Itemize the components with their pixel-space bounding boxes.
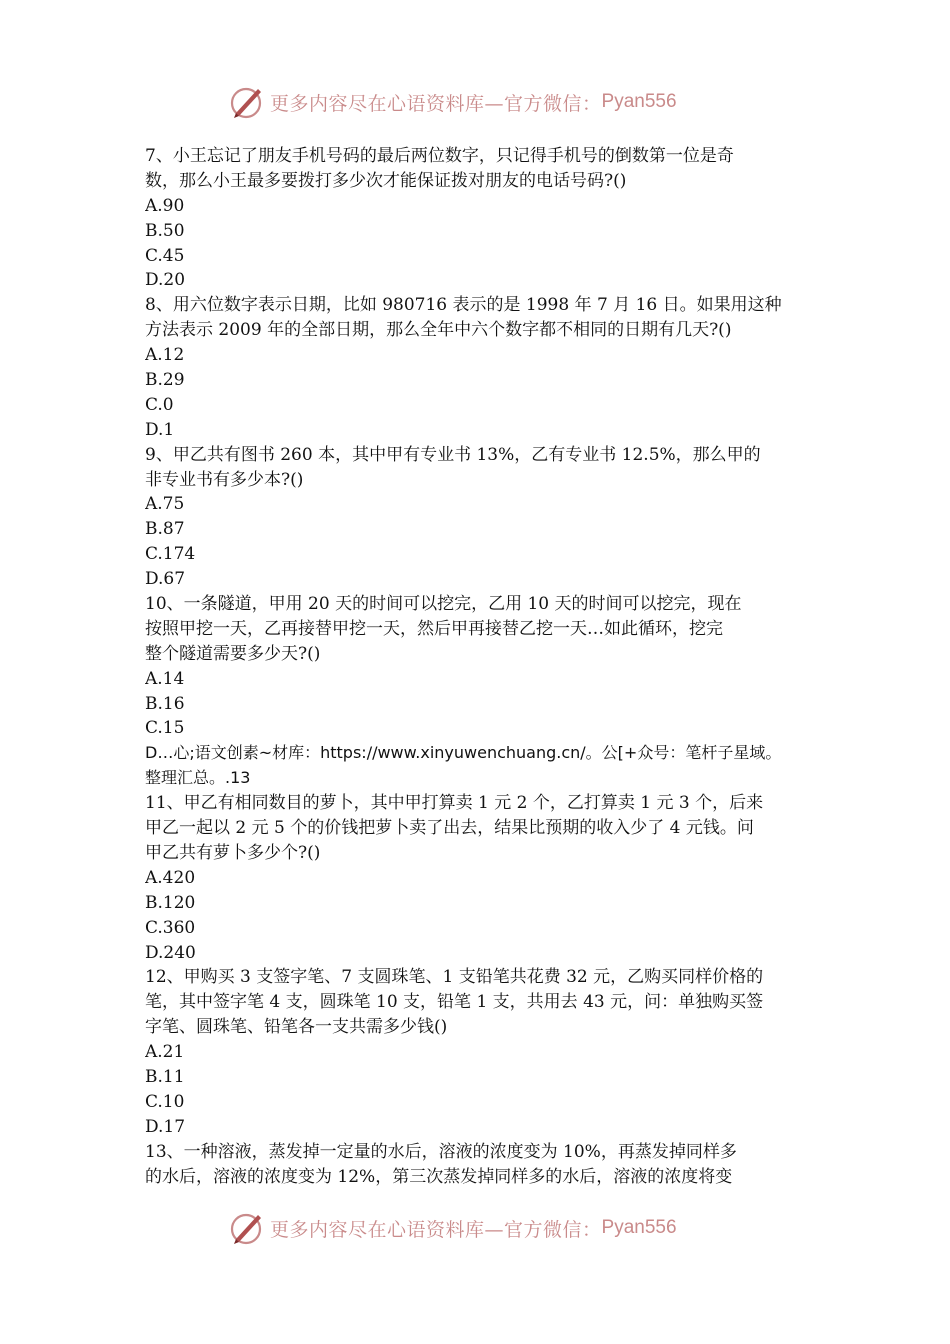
- text-line: 字笔、圆珠笔、铅笔各一支共需多少钱(): [145, 1017, 448, 1038]
- text-line: 整理汇总。.13: [145, 768, 251, 788]
- text-line: 甲乙一起以 2 元 5 个的价钱把萝卜卖了出去，结果比预期的收入少了 4 元钱。问: [145, 818, 754, 839]
- document-body: [145, 144, 810, 1189]
- header-banner-text: 更多内容尽在心语资料库—官方微信：: [270, 92, 602, 115]
- text-line: B.11: [145, 1066, 185, 1087]
- footer-banner: [228, 1208, 718, 1248]
- text-line: D.20: [145, 270, 186, 291]
- text-line: 的水后，溶液的浓度变为 12%，第三次蒸发掉同样多的水后，溶液的浓度将变: [145, 1166, 733, 1187]
- text-line: 整个隧道需要多少天?(): [145, 643, 321, 664]
- text-line: 13、一种溶液，蒸发掉一定量的水后，溶液的浓度变为 10%，再蒸发掉同样多: [145, 1141, 737, 1162]
- text-line: 非专业书有多少本?(): [145, 469, 304, 490]
- header-banner: [228, 82, 718, 122]
- text-line: D.240: [145, 942, 196, 963]
- text-line: D.67: [145, 569, 186, 590]
- header-wechat-id: Pyan556: [601, 91, 677, 112]
- text-line: 8、用六位数字表示日期，比如 980716 表示的是 1998 年 7 月 16 日。如果用这种: [145, 295, 782, 316]
- text-line: 7、小王忘记了朋友手机号码的最后两位数字，只记得手机号的倒数第一位是奇: [145, 146, 734, 166]
- text-line: 10、一条隧道，甲用 20 天的时间可以挖完，乙用 10 天的时间可以挖完，现在: [145, 594, 742, 615]
- text-line: 数，那么小王最多要拨打多少次才能保证拨对朋友的电话号码?(): [145, 170, 627, 191]
- text-line: C.360: [145, 917, 196, 938]
- text-line: D.1: [145, 419, 175, 440]
- text-line: D…心;语文创素~材库：https://www.xinyuwenchuang.cn/。公[+众号：笔杆子星域。: [145, 743, 782, 763]
- text-line: A.12: [145, 345, 185, 366]
- text-line: A.420: [145, 867, 196, 888]
- text-line: 12、甲购买 3 支签字笔、7 支圆珠笔、1 支铅笔共花费 32 元，乙购买同样价格的: [145, 967, 764, 988]
- text-line: B.50: [145, 220, 185, 241]
- text-line: 按照甲挖一天，乙再接替甲挖一天，然后甲再接替乙挖一天…如此循环，挖完: [145, 618, 723, 639]
- text-line: B.29: [145, 370, 185, 391]
- text-line: B.16: [145, 693, 185, 714]
- text-line: 方法表示 2009 年的全部日期，那么全年中六个数字都不相同的日期有几天?(): [145, 320, 732, 341]
- pen-logo-icon: [228, 83, 266, 121]
- text-line: 笔，其中签字笔 4 支，圆珠笔 10 支，铅笔 1 支，共用去 43 元，问：单独购买签: [145, 992, 764, 1013]
- pen-logo-icon: [228, 1209, 266, 1247]
- text-line: A.75: [145, 494, 185, 515]
- text-line: C.10: [145, 1091, 185, 1112]
- text-line: B.87: [145, 519, 185, 540]
- text-line: B.120: [145, 892, 196, 913]
- text-line: 甲乙共有萝卜多少个?(): [145, 842, 321, 863]
- footer-banner-text: 更多内容尽在心语资料库—官方微信：: [270, 1218, 602, 1241]
- text-line: C.0: [145, 394, 174, 415]
- text-line: D.17: [145, 1116, 186, 1137]
- text-line: A.21: [145, 1042, 185, 1063]
- text-line: A.14: [145, 668, 185, 689]
- text-line: 11、甲乙有相同数目的萝卜，其中甲打算卖 1 元 2 个，乙打算卖 1 元 3 个，后来: [145, 793, 764, 814]
- text-line: C.174: [145, 544, 196, 565]
- footer-wechat-id: Pyan556: [601, 1217, 677, 1238]
- text-line: C.45: [145, 245, 185, 266]
- text-line: A.90: [145, 195, 185, 216]
- text-line: C.15: [145, 718, 185, 739]
- text-line: 9、甲乙共有图书 260 本，其中甲有专业书 13%，乙有专业书 12.5%，那么甲的: [145, 444, 761, 465]
